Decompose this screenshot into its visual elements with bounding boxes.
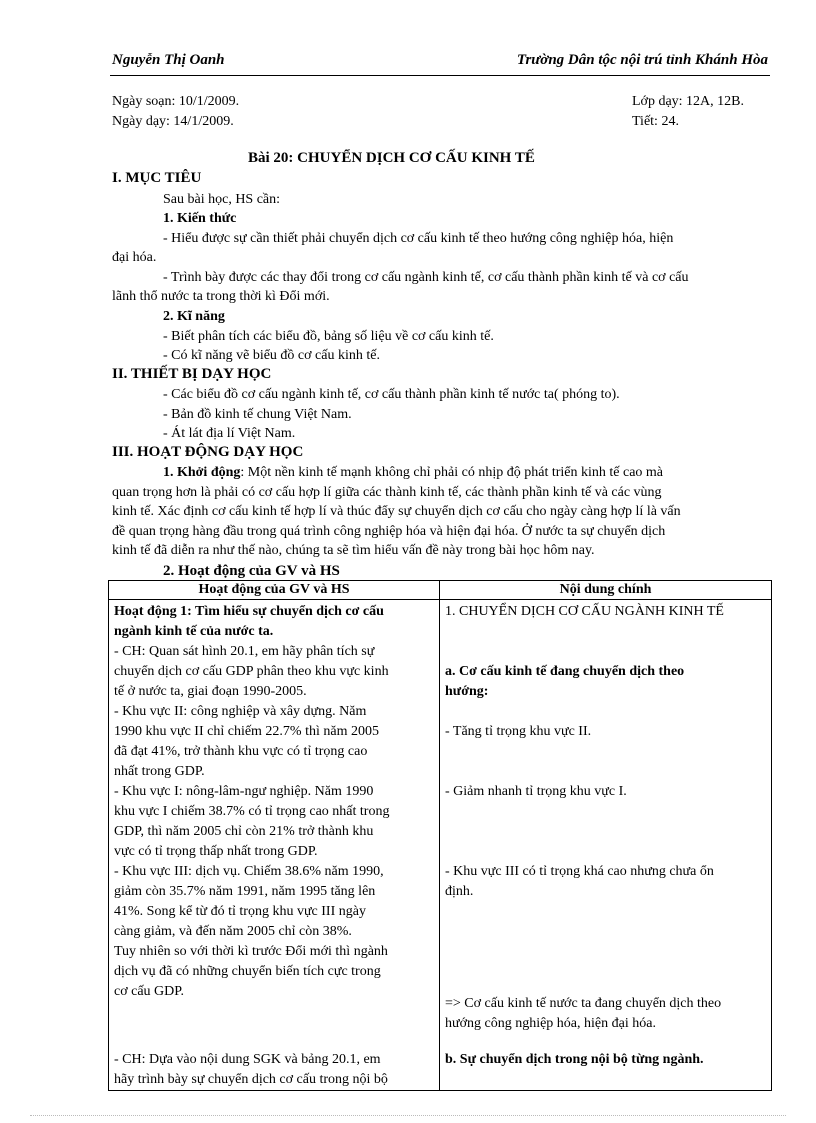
page-bottom-divider bbox=[30, 1115, 786, 1116]
activity-1-title-cont: ngành kinh tế của nước ta. bbox=[114, 624, 274, 639]
sector-3-line-2: giảm còn 35.7% năm 1991, năm 1995 tăng lên bbox=[114, 884, 376, 899]
warmup-line-5: kinh tế đã diễn ra như thế nào, chúng ta sẽ tìm hiểu vấn đề này trong bài học hôm nay. bbox=[112, 543, 595, 558]
knowledge-item-1-cont: đại hóa. bbox=[112, 250, 157, 265]
activity-title: 2. Hoạt động của GV và HS bbox=[163, 563, 340, 579]
equipment-item-1: - Các biểu đồ cơ cấu ngành kinh tế, cơ cấu thành phần kinh tế nước ta( phóng to). bbox=[163, 387, 620, 402]
content-point-3-line-2: định. bbox=[445, 884, 474, 899]
equipment-item-3: - Át lát địa lí Việt Nam. bbox=[163, 426, 296, 441]
sector-1-line-4: vực có tỉ trọng thấp nhất trong GDP. bbox=[114, 844, 318, 859]
knowledge-item-2: - Trình bày được các thay đổi trong cơ cấu ngành kinh tế, cơ cấu thành phần kinh tế và cơ cấu bbox=[163, 270, 689, 285]
sector-1-line-1: - Khu vực I: nông-lâm-ngư nghiệp. Năm 1990 bbox=[114, 784, 374, 799]
teach-date: Ngày dạy: 14/1/2009. bbox=[112, 114, 234, 129]
objectives-intro: Sau bài học, HS cần: bbox=[163, 192, 281, 207]
skills-title: 2. Kĩ năng bbox=[163, 309, 225, 324]
sector-2-line-1: - Khu vực II: công nghiệp và xây dựng. Năm bbox=[114, 704, 367, 719]
sector-3-line-1: - Khu vực III: dịch vụ. Chiếm 38.6% năm 1990, bbox=[114, 864, 384, 879]
sector-2-line-4: nhất trong GDP. bbox=[114, 764, 205, 779]
sector-3-line-6: dịch vụ đã có những chuyển biến tích cực trong bbox=[114, 964, 381, 979]
warmup-line-2: quan trọng hơn là phải có cơ cấu hợp lí giữa các thành kinh tế, các thành phần kinh tế và các vùng bbox=[112, 485, 662, 500]
sector-3-line-3: 41%. Song kể từ đó tỉ trọng khu vực III ngày bbox=[114, 904, 366, 919]
question-2-line-1: - CH: Dựa vào nội dung SGK và bảng 20.1, em bbox=[114, 1052, 381, 1067]
skills-item-1: - Biết phân tích các biểu đồ, bảng số liệu về cơ cấu kinh tế. bbox=[163, 329, 494, 344]
content-conclusion-line-1: => Cơ cấu kinh tế nước ta đang chuyển dịch theo bbox=[445, 996, 722, 1011]
sector-1-line-2: khu vực I chiếm 38.7% có tỉ trọng cao nhất trong bbox=[114, 804, 390, 819]
author-name: Nguyễn Thị Oanh bbox=[112, 52, 225, 68]
header-divider bbox=[110, 75, 770, 76]
activity-1-title: Hoạt động 1: Tìm hiểu sự chuyển dịch cơ cấu bbox=[114, 604, 384, 619]
content-conclusion-line-2: hướng công nghiệp hóa, hiện đại hóa. bbox=[445, 1016, 656, 1031]
question-1-line-2: chuyển dịch cơ cấu GDP phân theo khu vực kinh bbox=[114, 664, 389, 679]
warmup-label: 1. Khởi động bbox=[163, 465, 241, 480]
content-point-1: - Tăng tỉ trọng khu vực II. bbox=[445, 724, 592, 739]
section-objectives-title: I. MỤC TIÊU bbox=[112, 170, 202, 186]
activity-table bbox=[108, 580, 772, 1091]
section-activities-title: III. HOẠT ĐỘNG DẠY HỌC bbox=[112, 444, 304, 460]
equipment-item-2: - Bản đồ kinh tế chung Việt Nam. bbox=[163, 407, 352, 422]
table-cell-activity bbox=[109, 600, 440, 1091]
table-header-activity: Hoạt động của GV và HS bbox=[109, 581, 440, 600]
content-point-3-line-1: - Khu vực III có tỉ trọng khá cao nhưng chưa ổn bbox=[445, 864, 714, 879]
knowledge-item-2-cont: lãnh thổ nước ta trong thời kì Đổi mới. bbox=[112, 289, 330, 304]
period-info: Tiết: 24. bbox=[632, 114, 679, 129]
prep-date: Ngày soạn: 10/1/2009. bbox=[112, 94, 240, 109]
table-header-content: Nội dung chính bbox=[440, 581, 772, 600]
knowledge-item-1: - Hiểu được sự cần thiết phải chuyển dịch cơ cấu kinh tế theo hướng công nghiệp hóa, hiện bbox=[163, 231, 674, 246]
content-sub-a-line-1: a. Cơ cấu kinh tế đang chuyển dịch theo bbox=[445, 664, 685, 679]
content-heading-1: 1. CHUYỂN DỊCH CƠ CẤU NGÀNH KINH TẾ bbox=[445, 604, 724, 619]
sector-2-line-2: 1990 khu vực II chỉ chiếm 22.7% thì năm 2005 bbox=[114, 724, 379, 739]
lesson-title: Bài 20: CHUYỂN DỊCH CƠ CẤU KINH TẾ bbox=[248, 150, 535, 166]
question-1-line-1: - CH: Quan sát hình 20.1, em hãy phân tích sự bbox=[114, 644, 375, 659]
question-1-line-3: tế ở nước ta, giai đoạn 1990-2005. bbox=[114, 684, 307, 699]
knowledge-title: 1. Kiến thức bbox=[163, 211, 237, 226]
sector-1-line-3: GDP, thì năm 2005 chỉ còn 21% trở thành khu bbox=[114, 824, 374, 839]
table-cell-content bbox=[440, 600, 772, 1091]
question-2-line-2: hãy trình bày sự chuyển dịch cơ cấu trong nội bộ bbox=[114, 1072, 388, 1087]
sector-3-line-4: càng giảm, và đến năm 2005 chỉ còn 38%. bbox=[114, 924, 352, 939]
warmup-line-1 bbox=[163, 463, 663, 483]
warmup-text: : Một nền kinh tế mạnh không chỉ phải có nhịp độ phát triển kinh tế cao mà bbox=[240, 465, 664, 480]
section-equipment-title: II. THIẾT BỊ DẠY HỌC bbox=[112, 366, 272, 382]
sector-3-line-5: Tuy nhiên so với thời kì trước Đổi mới thì ngành bbox=[114, 944, 388, 959]
content-sub-b: b. Sự chuyển dịch trong nội bộ từng ngành. bbox=[445, 1052, 704, 1067]
sector-3-line-7: cơ cấu GDP. bbox=[114, 984, 184, 999]
warmup-line-4: đề quan trọng hàng đầu trong quá trình công nghiệp hóa và hiện đại hóa. Ở nước ta sự chuyển dịch bbox=[112, 524, 666, 539]
warmup-line-3: kinh tế. Xác định cơ cấu kinh tế hợp lí và thúc đẩy sự chuyển dịch cơ cấu cho ngày càng hợp lí là vấn bbox=[112, 504, 681, 519]
school-name: Trường Dân tộc nội trú tỉnh Khánh Hòa bbox=[516, 52, 768, 68]
sector-2-line-3: đã đạt 41%, trở thành khu vực có tỉ trọng cao bbox=[114, 744, 368, 759]
class-info: Lớp dạy: 12A, 12B. bbox=[632, 94, 745, 109]
content-sub-a-line-2: hướng: bbox=[445, 684, 489, 699]
content-point-2: - Giảm nhanh tỉ trọng khu vực I. bbox=[445, 784, 627, 799]
skills-item-2: - Có kĩ năng vẽ biểu đồ cơ cấu kinh tế. bbox=[163, 348, 380, 363]
